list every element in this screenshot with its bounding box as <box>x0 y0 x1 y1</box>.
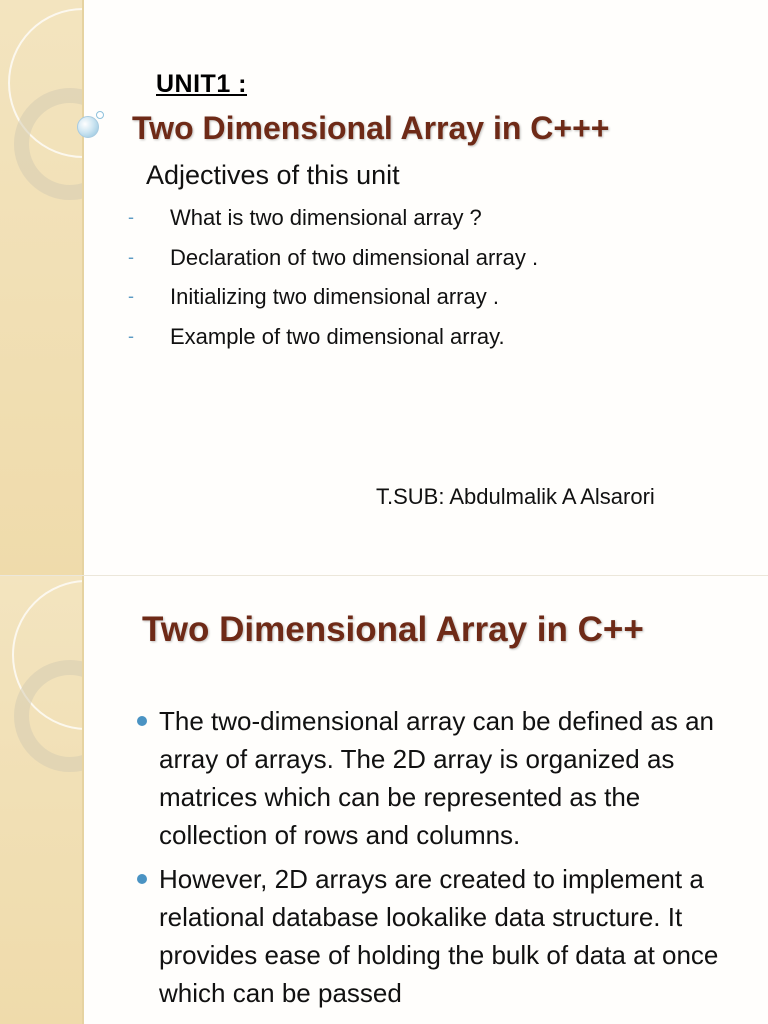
objective-text: Example of two dimensional array. <box>170 323 505 349</box>
objective-text: Initializing two dimensional array . <box>170 284 499 309</box>
decorative-sidebar <box>0 576 84 1024</box>
decorative-bubble-icon <box>96 111 104 119</box>
decorative-sidebar <box>0 0 84 576</box>
bullet-text: The two-dimensional array can be defined as an array of arrays. The 2D array is organized as matrices which can be represented as the collection of rows and columns. <box>159 706 714 850</box>
list-item <box>134 860 754 1012</box>
objective-text: What is two dimensional array ? <box>170 205 482 230</box>
unit-label: UNIT1 : <box>156 70 247 98</box>
author-credit: T.SUB: Abdulmalik A Alsarori <box>376 484 655 509</box>
objectives-heading: Adjectives of this unit <box>146 160 400 190</box>
decorative-bubble-icon <box>77 116 99 138</box>
slide-title: Two Dimensional Array in C+++ <box>132 110 610 146</box>
list-item <box>134 702 754 854</box>
bullet-dot-icon <box>137 716 147 726</box>
slide-title: Two Dimensional Array in C++ <box>142 610 644 649</box>
dash-bullet-icon: - <box>128 207 134 227</box>
dash-bullet-icon: - <box>128 325 134 346</box>
bullet-text: However, 2D arrays are created to implement a relational database lookalike data structure. It provides ease of holding the bulk of data at once which can be passed <box>159 864 719 1008</box>
content-bullet-list <box>134 702 754 1018</box>
objective-text: Declaration of two dimensional array . <box>170 244 539 270</box>
dash-bullet-icon: - <box>128 286 134 306</box>
bullet-dot-icon <box>137 874 147 884</box>
dash-bullet-icon: - <box>128 246 134 267</box>
